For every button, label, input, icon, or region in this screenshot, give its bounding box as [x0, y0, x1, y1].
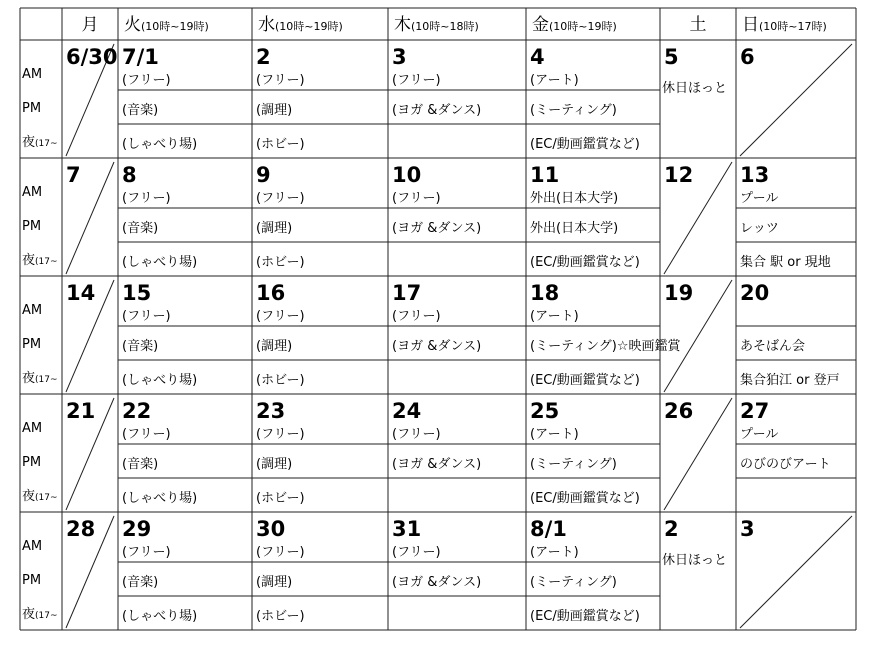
event-night: (EC/動画鑑賞など) [530, 137, 640, 152]
day-number: 31 [392, 517, 422, 541]
day-number: 6/30 [66, 45, 118, 69]
event-night: (ホビー) [256, 491, 305, 506]
event-am: (アート) [530, 427, 579, 442]
day-number: 15 [122, 281, 152, 305]
day-number: 4 [530, 45, 545, 69]
event-am: (フリー) [122, 427, 171, 442]
event-am: (フリー) [256, 191, 305, 206]
day-number: 22 [122, 399, 152, 423]
event-pm: (ミーティング) [530, 103, 617, 118]
event-pm: のびのびアート [740, 457, 831, 472]
event-am: プール [740, 427, 779, 442]
row-label-pm: PM [22, 573, 42, 588]
event-am: (フリー) [256, 545, 305, 560]
event-pm: (ミーティング)☆映画鑑賞 [530, 339, 681, 354]
event-am: 外出(日本大学) [530, 191, 619, 206]
event-am: (アート) [530, 73, 579, 88]
event-pm: (音楽) [122, 221, 159, 236]
row-label-night: 夜(17~ [22, 253, 58, 268]
header-fri: 金(10時~19時) [532, 15, 617, 35]
event-am: (フリー) [122, 545, 171, 560]
event-am: (フリー) [256, 309, 305, 324]
day-number: 14 [66, 281, 96, 305]
event-am: (フリー) [122, 73, 171, 88]
event-pm: (音楽) [122, 339, 159, 354]
day-number: 25 [530, 399, 560, 423]
day-number: 6 [740, 45, 755, 69]
header-sun: 日(10時~17時) [742, 15, 827, 35]
row-label-night: 夜(17~ [22, 607, 58, 622]
row-label-night: 夜(17~ [22, 135, 58, 150]
event-am: (フリー) [392, 309, 441, 324]
day-number: 11 [530, 163, 560, 187]
day-number: 23 [256, 399, 286, 423]
row-label-pm: PM [22, 101, 42, 116]
event-pm: (ヨガ &ダンス) [392, 339, 482, 354]
event-night: (ホビー) [256, 609, 305, 624]
day-number: 8/1 [530, 517, 567, 541]
day-number: 7 [66, 163, 81, 187]
event-pm: (調理) [256, 221, 293, 236]
event-pm: (調理) [256, 457, 293, 472]
event-pm: レッツ [740, 221, 779, 236]
event-pm: (ヨガ &ダンス) [392, 103, 482, 118]
event-night: (EC/動画鑑賞など) [530, 609, 640, 624]
event-night: (ホビー) [256, 373, 305, 388]
event-pm: (ミーティング) [530, 575, 617, 590]
day-number: 3 [740, 517, 755, 541]
row-label-am: AM [22, 421, 43, 436]
event-pm: (調理) [256, 339, 293, 354]
day-number: 21 [66, 399, 96, 423]
event-night: (EC/動画鑑賞など) [530, 491, 640, 506]
closed-diagonal [740, 516, 852, 628]
event-night: (EC/動画鑑賞など) [530, 255, 640, 270]
day-number: 10 [392, 163, 422, 187]
row-label-pm: PM [22, 455, 42, 470]
event-am: (フリー) [256, 73, 305, 88]
row-label-night: 夜(17~ [22, 489, 58, 504]
event-pm: あそばん会 [740, 339, 806, 354]
day-number: 28 [66, 517, 96, 541]
day-number: 13 [740, 163, 770, 187]
day-number: 19 [664, 281, 694, 305]
event-pm: (ヨガ &ダンス) [392, 575, 482, 590]
event-pm: (ヨガ &ダンス) [392, 221, 482, 236]
day-number: 26 [664, 399, 694, 423]
event-am: (フリー) [392, 427, 441, 442]
closed-diagonal [740, 44, 852, 156]
event-am: (フリー) [256, 427, 305, 442]
row-label-am: AM [22, 67, 43, 82]
event-night: 集合狛江 or 登戸 [740, 373, 840, 388]
event-am: プール [740, 191, 779, 206]
event-night: (しゃべり場) [122, 255, 198, 270]
event-am: (フリー) [392, 73, 441, 88]
event-pm: (ミーティング) [530, 457, 617, 472]
event-pm: (音楽) [122, 457, 159, 472]
event-pm: 外出(日本大学) [530, 221, 619, 236]
event-night: (ホビー) [256, 255, 305, 270]
day-number: 7/1 [122, 45, 159, 69]
event-night: (しゃべり場) [122, 373, 198, 388]
event-night: (ホビー) [256, 137, 305, 152]
event-pm: (ヨガ &ダンス) [392, 457, 482, 472]
event-am: (アート) [530, 545, 579, 560]
saturday-note: 休日ほっと [662, 553, 728, 568]
day-number: 18 [530, 281, 560, 305]
day-number: 29 [122, 517, 152, 541]
event-night: (しゃべり場) [122, 609, 198, 624]
event-am: (フリー) [122, 309, 171, 324]
day-number: 5 [664, 45, 679, 69]
day-number: 30 [256, 517, 286, 541]
row-label-am: AM [22, 539, 43, 554]
header-tue: 火(10時~19時) [124, 15, 209, 35]
day-number: 2 [664, 517, 679, 541]
day-number: 2 [256, 45, 271, 69]
event-pm: (音楽) [122, 103, 159, 118]
day-number: 9 [256, 163, 271, 187]
event-am: (アート) [530, 309, 579, 324]
event-pm: (調理) [256, 575, 293, 590]
saturday-note: 休日ほっと [662, 81, 728, 96]
day-number: 20 [740, 281, 770, 305]
day-number: 17 [392, 281, 422, 305]
day-number: 12 [664, 163, 694, 187]
header-wed: 水(10時~19時) [258, 15, 343, 35]
header-mon: 月 [81, 15, 99, 35]
row-label-pm: PM [22, 337, 42, 352]
event-pm: (音楽) [122, 575, 159, 590]
event-pm: (調理) [256, 103, 293, 118]
event-am: (フリー) [392, 545, 441, 560]
row-label-am: AM [22, 303, 43, 318]
header-thu: 木(10時~18時) [394, 15, 479, 35]
event-night: (しゃべり場) [122, 137, 198, 152]
day-number: 24 [392, 399, 422, 423]
day-number: 16 [256, 281, 286, 305]
event-am: (フリー) [122, 191, 171, 206]
event-night: 集合 駅 or 現地 [740, 255, 831, 270]
event-night: (しゃべり場) [122, 491, 198, 506]
row-label-am: AM [22, 185, 43, 200]
day-number: 3 [392, 45, 407, 69]
day-number: 27 [740, 399, 770, 423]
row-label-pm: PM [22, 219, 42, 234]
header-sat: 土 [689, 15, 707, 35]
event-am: (フリー) [392, 191, 441, 206]
day-number: 8 [122, 163, 137, 187]
event-night: (EC/動画鑑賞など) [530, 373, 640, 388]
row-label-night: 夜(17~ [22, 371, 58, 386]
